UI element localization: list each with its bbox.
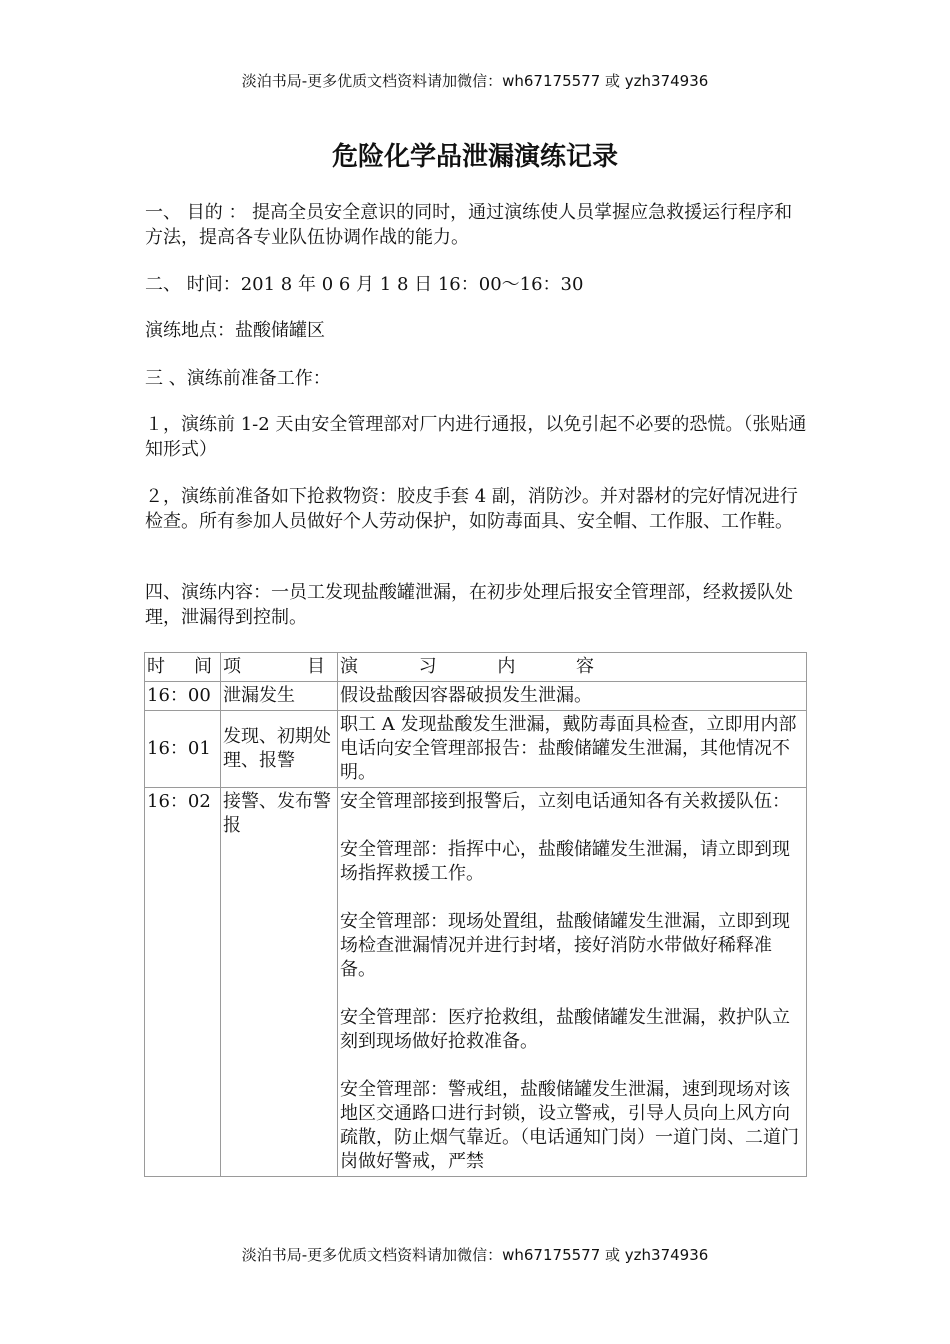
table-row [145, 682, 807, 711]
drill-content-paragraph: 四、演练内容：一员工发现盐酸罐泄漏，在初步处理后报安全管理部，经救援队处理，泄漏得到控制。 [145, 582, 793, 628]
header-item-char: 项 [223, 656, 241, 677]
header-content-char: 演 [340, 656, 358, 677]
row-content-paragraph: 安全管理部：指挥中心，盐酸储罐发生泄漏，请立即到现场指挥救援工作。 [340, 839, 790, 884]
row-time: 16：01 [145, 711, 221, 788]
row-content-paragraph: 职工 A 发现盐酸发生泄漏，戴防毒面具检查，立即用内部电话向安全管理部报告：盐酸储罐发生泄漏，其他情况不明。 [340, 714, 797, 783]
row-content [338, 788, 807, 1177]
row-content-paragraph: 安全管理部：医疗抢救组，盐酸储罐发生泄漏，救护队立刻到现场做好抢救准备。 [340, 1007, 790, 1052]
row-time: 16：00 [145, 682, 221, 711]
row-content-paragraph: 假设盐酸因容器破损发生泄漏。 [340, 685, 592, 706]
row-content-paragraph: 安全管理部：现场处置组，盐酸储罐发生泄漏，立即到现场检查泄漏情况并进行封堵，接好消防水带做好稀释准备。 [340, 911, 790, 980]
row-content-paragraph: 安全管理部接到报警后，立刻电话通知各有关救援队伍： [340, 791, 790, 812]
row-item: 泄漏发生 [221, 682, 338, 711]
header-content-char: 习 [418, 656, 437, 677]
drill-table [144, 652, 807, 1177]
header-content [338, 653, 807, 682]
table-row [145, 788, 807, 1177]
header-time-char: 间 [194, 656, 212, 677]
header-item-char: 目 [307, 656, 325, 677]
table-row [145, 711, 807, 788]
page-title: 危险化学品泄漏演练记录 [331, 142, 618, 172]
header-time-char: 时 [147, 656, 165, 677]
time-paragraph: 二、 时间：201 8 年 0 6 月 1 8 日 16：00～16：30 [145, 274, 584, 295]
page-header: 淡泊书局-更多优质文档资料请加微信：wh67175577 或 yzh374936 [241, 72, 709, 90]
page-footer: 淡泊书局-更多优质文档资料请加微信：wh67175577 或 yzh374936 [241, 1246, 709, 1264]
prep-heading: 三 、演练前准备工作： [145, 368, 331, 389]
prep-item-2: ２，演练前准备如下抢救物资：胶皮手套 4 副，消防沙。并对器材的完好情况进行检查。所有参加人员做好个人劳动保护，如防毒面具、安全帽、工作服、工作鞋。 [145, 486, 798, 532]
prep-item-1: １，演练前 1-2 天由安全管理部对厂内进行通报，以免引起不必要的恐慌。（张贴通知形式） [145, 414, 807, 460]
row-time: 16：02 [145, 788, 221, 1177]
row-content [338, 682, 807, 711]
row-content [338, 711, 807, 788]
table-header-row [145, 653, 807, 682]
purpose-paragraph: 一、 目的 ： 提高全员安全意识的同时，通过演练使人员掌握应急救援运行程序和方法，提高各专业队伍协调作战的能力。 [145, 202, 793, 248]
row-item: 发现、初期处理、报警 [221, 711, 338, 788]
row-content-paragraph: 安全管理部：警戒组，盐酸储罐发生泄漏，速到现场对该地区交通路口进行封锁，设立警戒，引导人员向上风方向疏散，防止烟气靠近。（电话通知门岗）一道门岗、二道门岗做好警戒，严禁 [340, 1079, 799, 1172]
header-content-char: 内 [497, 656, 516, 677]
header-content-char: 容 [575, 656, 594, 677]
location-paragraph: 演练地点：盐酸储罐区 [145, 320, 325, 341]
header-item [221, 653, 338, 682]
header-time [145, 653, 221, 682]
row-item: 接警、发布警报 [221, 788, 338, 1177]
